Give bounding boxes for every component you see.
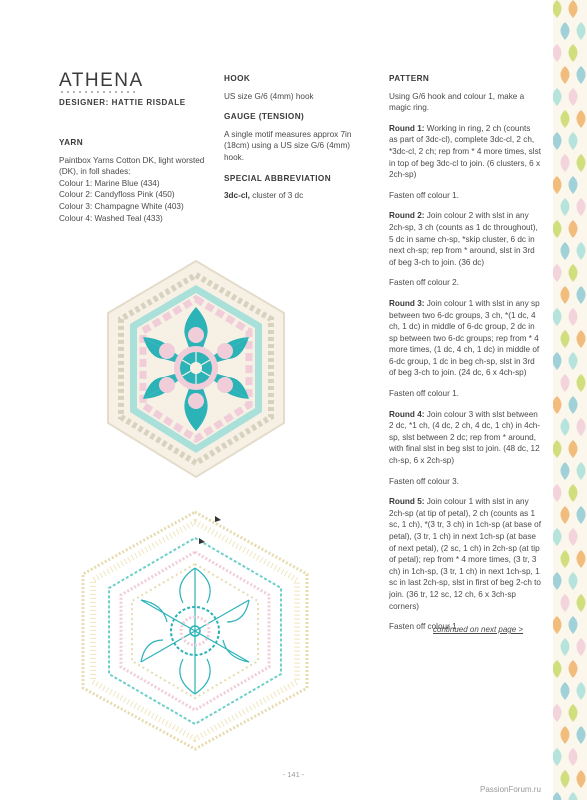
hook-heading: HOOK <box>224 74 251 83</box>
yarn-intro: Paintbox Yarns Cotton DK, light worsted (DK), in foll shades: <box>59 155 205 177</box>
special-abbreviation-heading: SPECIAL ABBREVIATION <box>224 173 332 183</box>
round-label: Round 5: <box>389 497 425 507</box>
pattern-intro: Using G/6 hook and colour 1, make a magic ring. <box>389 91 525 113</box>
round-2 <box>389 210 541 268</box>
fasten-off: Fasten off colour 2. <box>389 278 459 288</box>
round-label: Round 3: <box>389 298 425 308</box>
decorative-border <box>553 0 587 800</box>
fasten-off: Fasten off colour 3. <box>389 476 459 486</box>
round-text: Join colour 3 with slst between 2 dc, *1 ch, (4 dc, 2 ch, 4 dc, 1 ch) in 4ch-sp, slst between 2 dc; rep from * around, with final slst in beg slst to join. (48 dc, 12 ch-sp, 6 x 2ch-sp) <box>389 409 541 466</box>
round-3 <box>389 298 541 379</box>
crochet-motif-photo <box>102 255 290 485</box>
continued-link[interactable]: continued on next page > <box>433 625 524 634</box>
pattern-title: ATHENA <box>59 70 144 91</box>
round-text: Join colour 1 with slst in any sp between two 6-dc groups, 3 ch, *(1 dc, 4 ch, 1 dc) in middle of 6-dc group, 2 dc in sp between two 6-dc groups; rep from * 4 more times, (1 dc, 4 ch, 1 dc) in middle of 6-dc group, 1 dc in beg ch-sp, slst in 3rd of beg 3-ch to join. (24 dc, 6 x 4ch-sp) <box>389 298 540 378</box>
crochet-stitch-diagram <box>77 508 313 753</box>
fasten-off: Fasten off colour 1. <box>389 389 459 399</box>
abbreviation-definition: cluster of 3 dc <box>249 191 304 201</box>
materials-section <box>224 73 369 211</box>
special-abbreviation <box>224 190 369 202</box>
yarn-colour-4: Colour 4: Washed Teal (433) <box>59 213 163 223</box>
round-text: Join colour 2 with slst in any 2ch-sp, 3 ch (counts as 1 dc throughout), 5 dc in same ch-sp, *skip cluster, 6 dc in next ch-sp; rep from * around, slst in 3rd of beg 3-ch to join. (36 dc) <box>389 211 538 267</box>
gauge-heading: GAUGE (TENSION) <box>224 112 305 122</box>
pattern-section <box>389 73 541 642</box>
round-text: Join colour 1 with slst in any 2ch-sp (at tip of petal), 2 ch (counts as 1 sc, 1 ch), *(3 tr, 3 ch) in 1ch-sp (at base of petal), (3 tr, 1 ch) in next 1ch-sp (at base of next petal), (2 sc, 1 ch) in 2ch-sp (at tip of petal); rep from * 4 more times, (3 tr, 3 ch) in 1ch-sp, (3 tr, 1 ch) in next 1ch-sp, 1 sc in last 2ch-sp, slst in first of beg 2-ch to join. (36 tr, 12 sc, 12 ch, 6 x 3ch-sp corners) <box>389 497 541 611</box>
designer-credit: DESIGNER: HATTIE RISDALE <box>59 98 186 107</box>
fasten-off: Fasten off colour 1. <box>389 622 459 632</box>
abbreviation-term: 3dc-cl, <box>224 191 250 201</box>
round-5 <box>389 496 541 612</box>
round-text: Working in ring, 2 ch (counts as part of 3dc-cl), complete 3dc-cl, 2 ch, *3dc-cl, 2 ch; rep from * 4 more times, slst in top of beg 3dc-cl to join. (6 clusters, 6 x 2ch-sp) <box>389 123 541 180</box>
page-number: - 141 - <box>282 770 305 779</box>
gauge-text: A single motif measures approx 7in (18cm) using a US size G/6 (4mm) hook. <box>224 129 352 162</box>
round-label: Round 2: <box>389 211 425 221</box>
yarn-heading: YARN <box>59 138 84 147</box>
yarn-colour-1: Colour 1: Marine Blue (434) <box>59 178 160 188</box>
yarn-colour-2: Colour 2: Candyfloss Pink (450) <box>59 190 175 200</box>
watermark: PassionForum.ru <box>480 785 541 794</box>
title-divider <box>59 91 139 93</box>
round-4 <box>389 409 541 467</box>
round-label: Round 4: <box>389 409 425 419</box>
round-1 <box>389 123 541 181</box>
pattern-heading: PATTERN <box>389 74 430 83</box>
round-label: Round 1: <box>389 123 425 133</box>
yarn-colour-3: Colour 3: Champagne White (403) <box>59 201 184 211</box>
hook-text: US size G/6 (4mm) hook <box>224 91 314 101</box>
fasten-off: Fasten off colour 1. <box>389 190 459 200</box>
yarn-section <box>59 137 219 224</box>
